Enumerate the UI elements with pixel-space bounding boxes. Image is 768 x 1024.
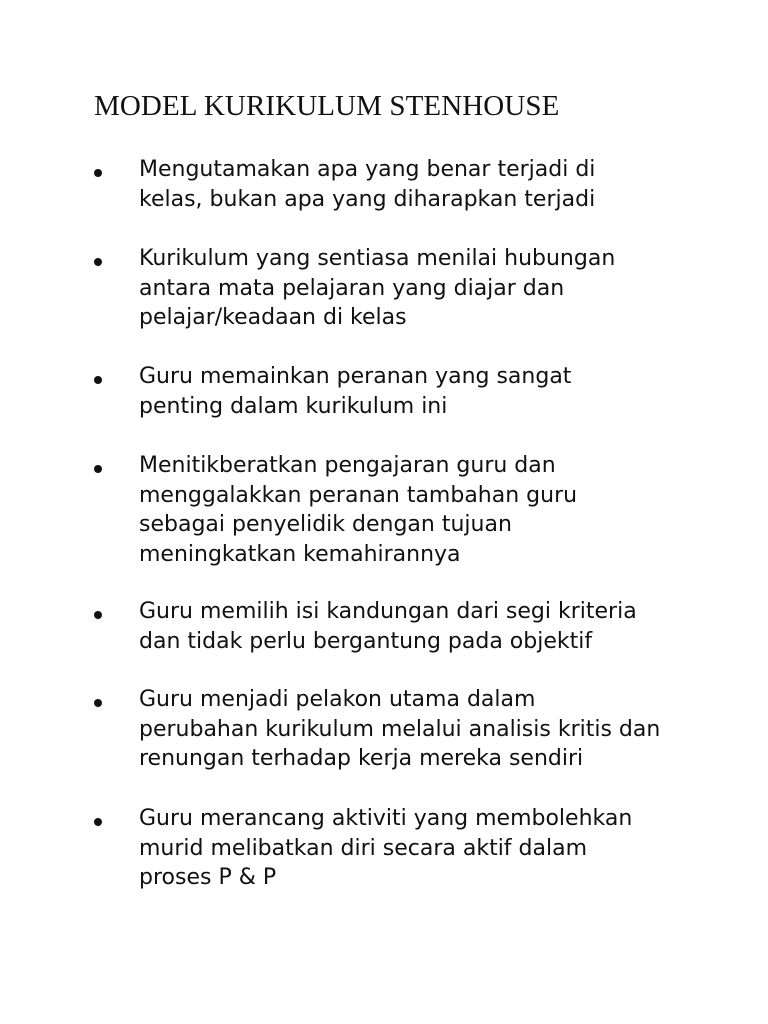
bullet-icon [94, 611, 102, 619]
list-item-text: Kurikulum yang sentiasa menilai hubungan antara mata pelajaran yang diajar dan pelajar/keadaan di kelas [139, 246, 616, 330]
bullet-icon [94, 818, 102, 826]
list-item-text: Guru menjadi pelakon utama dalam perubahan kurikulum melalui analisis kritis dan renungan terhadap kerja mereka sendiri [139, 687, 661, 771]
list-item-text: Guru merancang aktiviti yang membolehkan murid melibatkan diri secara aktif dalam proses P & P [139, 806, 633, 890]
list-item-text: Mengutamakan apa yang benar terjadi di kelas, bukan apa yang diharapkan terjadi [139, 157, 596, 212]
bullet-icon [94, 465, 102, 473]
bullet-icon [94, 258, 102, 266]
page-title: MODEL KURIKULUM STENHOUSE [94, 90, 560, 122]
list-item-text: Menitikberatkan pengajaran guru dan menggalakkan peranan tambahan guru sebagai penyelidik dengan tujuan meningkatkan kemahirannya [139, 453, 578, 567]
bullet-icon [94, 169, 102, 177]
list-item-text: Guru memilih isi kandungan dari segi kriteria dan tidak perlu bergantung pada objektif [139, 599, 637, 654]
bullet-icon [94, 699, 102, 707]
list-item-text: Guru memainkan peranan yang sangat penting dalam kurikulum ini [139, 364, 572, 419]
bullet-icon [94, 376, 102, 384]
